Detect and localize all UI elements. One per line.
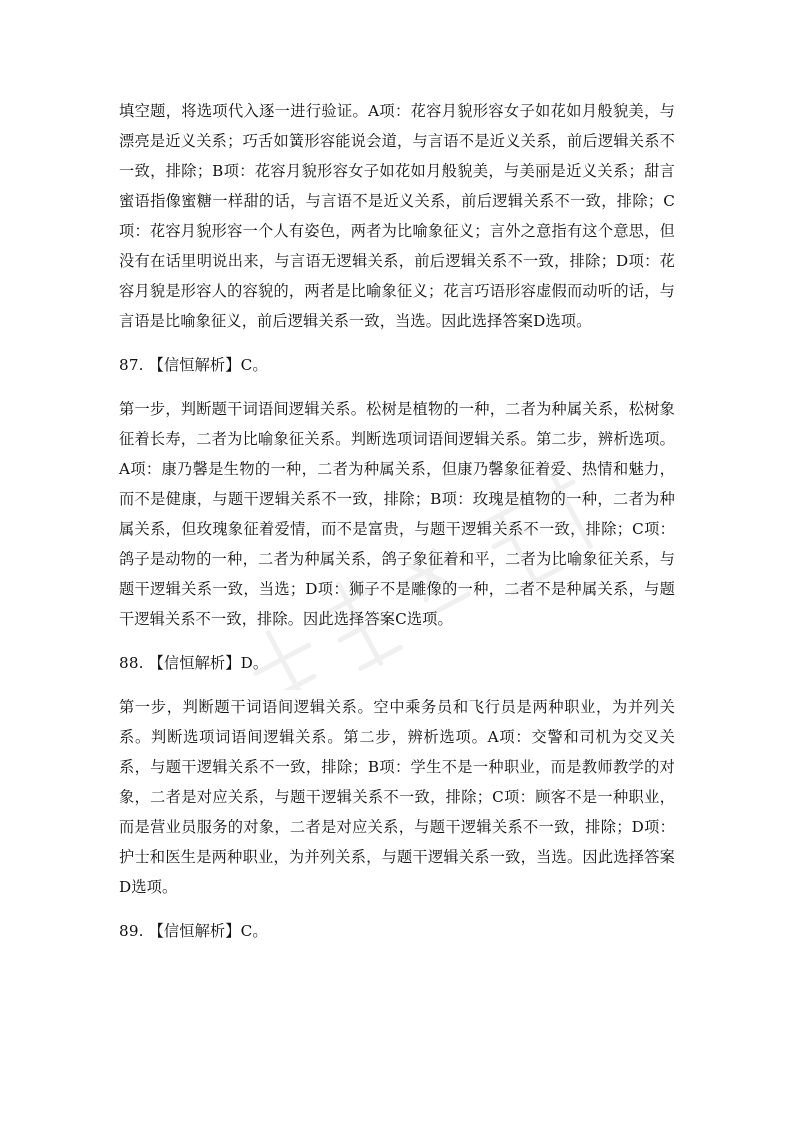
question-88-heading: 88. 【信恒解析】D。: [119, 654, 269, 672]
paragraph-88-explanation: 第一步，判断题干词语间逻辑关系。空中乘务员和飞行员是两种职业，为并列关系。判断选项词语间逻辑关系。第二步，辨析选项。A项：交警和司机为交叉关系，与题干逻辑关系不一致，排除；B项：学生不是一种职业，而是教师教学的对象，二者是对应关系，与题干逻辑关系不一致，排除；C项：顾客不是一种职业，而是营业员服务的对象，二者是对应关系，与题干逻辑关系不一致，排除；D项：护士和医生是两种职业，为并列关系，与题干逻辑关系一致，当选。因此选择答案D选项。: [119, 698, 675, 896]
paragraph-87-explanation: 第一步，判断题干词语间逻辑关系。松树是植物的一种，二者为种属关系，松树象征着长寿，二者为比喻象征关系。判断选项词语间逻辑关系。第二步，辨析选项。A项：康乃馨是生物的一种，二者为种属关系，但康乃馨象征着爱、热情和魅力，而不是健康，与题干逻辑关系不一致，排除；B项：玫瑰是植物的一种，二者为种属关系，但玫瑰象征着爱情，而不是富贵，与题干逻辑关系不一致，排除；C项：鸽子是动物的一种，二者为种属关系，鸽子象征着和平，二者为比喻象征关系，与题干逻辑关系一致，当选；D项：狮子不是雕像的一种，二者不是种属关系，与题干逻辑关系不一致，排除。因此选择答案C选项。: [119, 400, 675, 628]
document-content: [119, 96, 675, 960]
question-89-heading: 89. 【信恒解析】C。: [119, 922, 268, 940]
question-87-heading: 87. 【信恒解析】C。: [119, 356, 268, 374]
paragraph-86-explanation: 填空题，将选项代入逐一进行验证。A项：花容月貌形容女子如花如月般貌美，与漂亮是近义关系；巧舌如簧形容能说会道，与言语不是近义关系，前后逻辑关系不一致，排除；B项：花容月貌形容女子如花如月般貌美，与美丽是近义关系；甜言蜜语指像蜜糖一样甜的话，与言语不是近义关系，前后逻辑关系不一致，排除；C项：花容月貌形容一个人有姿色，两者为比喻象征义；言外之意指有这个意思，但没有在话里明说出来，与言语无逻辑关系，前后逻辑关系不一致，排除；D项：花容月貌是形容人的容貌的，两者是比喻象征义；花言巧语形容虚假而动听的话，与言语是比喻象征义，前后逻辑关系一致，当选。因此选择答案D选项。: [119, 102, 675, 330]
